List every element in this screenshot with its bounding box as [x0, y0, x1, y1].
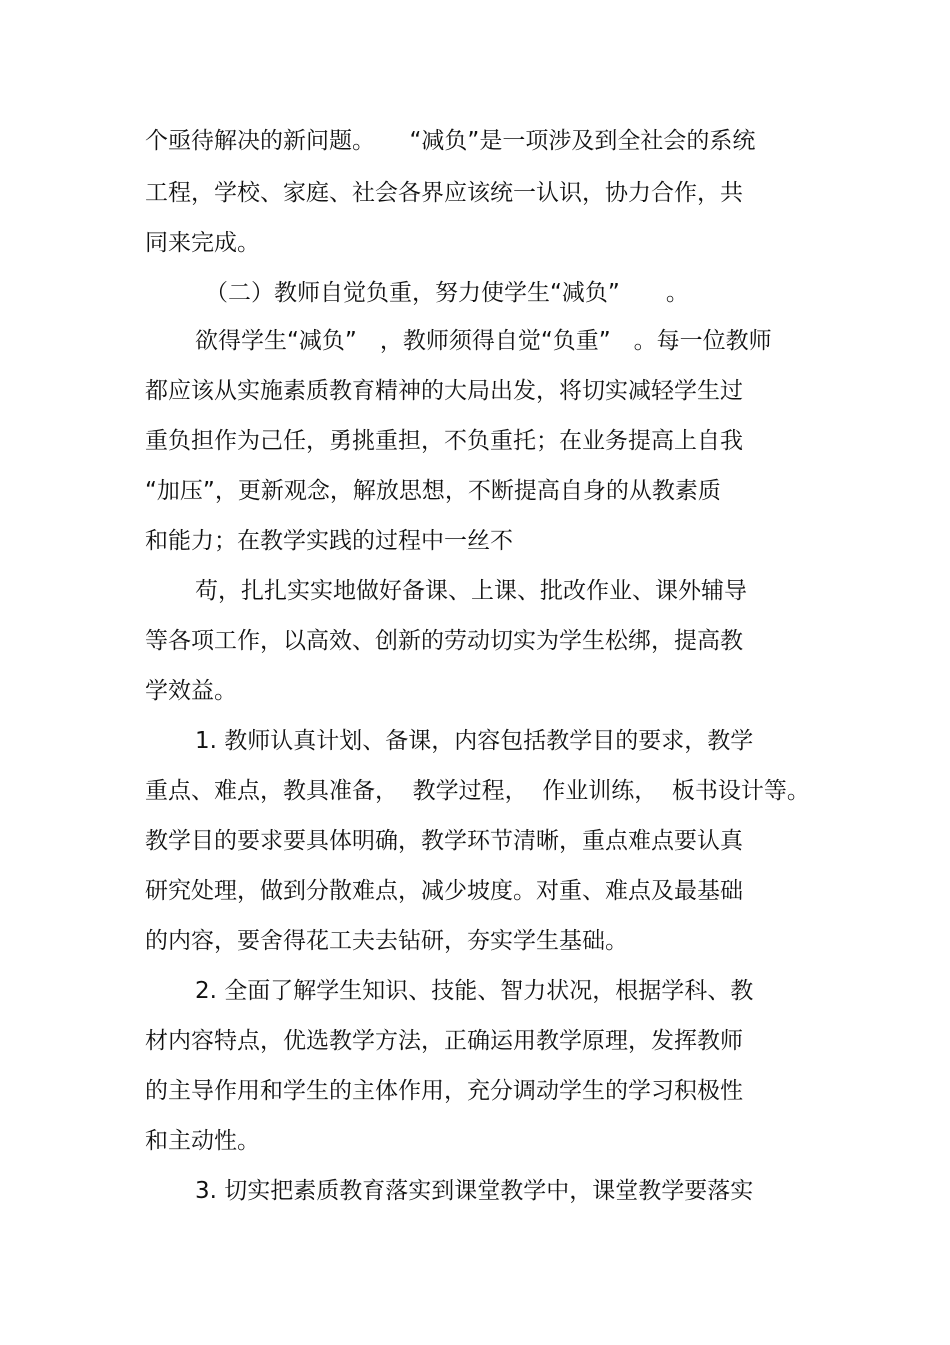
text-line: 工程，学校、家庭、社会各界应该统一认识，协力合作，共: [145, 180, 743, 206]
text-line: 教学目的要求要具体明确，教学环节清晰，重点难点要认真: [145, 828, 743, 854]
text-line: 重点、难点，教具准备， 教学过程， 作业训练， 板书设计等。: [145, 778, 810, 804]
text-line: 学效益。: [145, 678, 237, 704]
text-line: 等各项工作，以高效、创新的劳动切实为学生松绑，提高教: [145, 628, 743, 654]
text-line: 个亟待解决的新问题。 “减负”是一项涉及到全社会的系统: [145, 128, 756, 154]
text-line: 同来完成。: [145, 230, 260, 256]
section-heading: （二）教师自觉负重，努力使学生“减负” 。: [205, 280, 689, 306]
text-line: 苟，扎扎实实地做好备课、上课、批改作业、课外辅导: [195, 578, 747, 604]
text-line: 和主动性。: [145, 1128, 260, 1154]
list-item-1: 1. 教师认真计划、备课，内容包括教学目的要求，教学: [195, 728, 754, 754]
text-line: 的主导作用和学生的主体作用，充分调动学生的学习积极性: [145, 1078, 743, 1104]
text-line: 欲得学生“减负” ，教师须得自觉“负重” 。每一位教师: [195, 328, 772, 354]
text-line: 研究处理，做到分散难点，减少坡度。对重、难点及最基础: [145, 878, 743, 904]
text-line: 的内容，要舍得花工夫去钻研，夯实学生基础。: [145, 928, 628, 954]
text-line: 重负担作为己任，勇挑重担，不负重托；在业务提高上自我: [145, 428, 743, 454]
list-item-2: 2. 全面了解学生知识、技能、智力状况，根据学科、教: [195, 978, 754, 1004]
text-line: 材内容特点，优选教学方法，正确运用教学原理，发挥教师: [145, 1028, 743, 1054]
text-line: “加压”，更新观念，解放思想，不断提高自身的从教素质: [145, 478, 721, 504]
text-line: 和能力；在教学实践的过程中一丝不: [145, 528, 513, 554]
list-item-3: 3. 切实把素质教育落实到课堂教学中，课堂教学要落实: [195, 1178, 754, 1204]
text-line: 都应该从实施素质教育精神的大局出发，将切实减轻学生过: [145, 378, 743, 404]
